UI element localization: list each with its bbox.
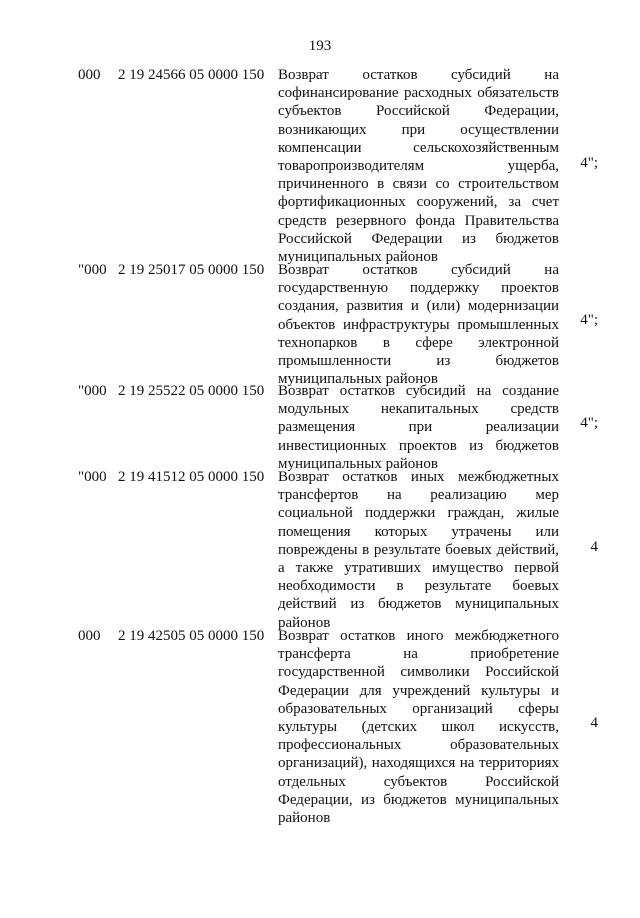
row-description: Возврат остатков иных межбюджетных трансфертов на реализацию мер социальной поддержки граждан, жилые помещения которых утрачены или повреждены в результате боевых действий, а также утративших имущество первой необходимости в результате боевых действий из бюджетов муниципальных районов [278, 469, 559, 631]
budget-classification-code: 2 19 24566 05 0000 150 [118, 67, 265, 83]
page-number: 193 [308, 38, 332, 54]
row-number: 4"; [580, 415, 598, 431]
budget-classification-code: 2 19 25522 05 0000 150 [118, 383, 265, 399]
row-number: 4 [590, 715, 598, 731]
admin-code: 000 [78, 628, 101, 644]
admin-code: "000 [78, 383, 107, 399]
row-number: 4"; [580, 312, 598, 328]
row-description: Возврат остатков иного межбюджетного трансферта на приобретение государственной символики Российской Федерации для учреждений культуры и образовательных организаций сферы культуры (детских школ искусств, профессиональных образовательных организаций), находящихся на территориях отдельных субъектов Российской Федерации, из бюджетов муниципальных районов [278, 628, 559, 827]
budget-classification-code: 2 19 41512 05 0000 150 [118, 469, 265, 485]
budget-classification-code: 2 19 25017 05 0000 150 [118, 262, 265, 278]
admin-code: "000 [78, 469, 107, 485]
admin-code: 000 [78, 67, 101, 83]
row-description: Возврат остатков субсидий на государственную поддержку проектов создания, развития и (или) модернизации объектов инфраструктуры промышленных технопарков в сфере электронной промышленности из бюджетов муниципальных районов [278, 262, 559, 388]
budget-classification-code: 2 19 42505 05 0000 150 [118, 628, 265, 644]
row-number: 4"; [580, 155, 598, 171]
row-description: Возврат остатков субсидий на создание модульных некапитальных средств размещения при реализации инвестиционных проектов из бюджетов муниципальных районов [278, 383, 559, 472]
row-description: Возврат остатков субсидий на софинансирование расходных обязательств субъектов Российской Федерации, возникающих при осуществлении компенсации сельскохозяйственным товаропроизводителям ущерба, причиненного в связи со строительством фортификационных сооружений, за счет средств резервного фонда Правительства Российской Федерации из бюджетов муниципальных районов [278, 67, 559, 266]
admin-code: "000 [78, 262, 107, 278]
row-number: 4 [590, 539, 598, 555]
